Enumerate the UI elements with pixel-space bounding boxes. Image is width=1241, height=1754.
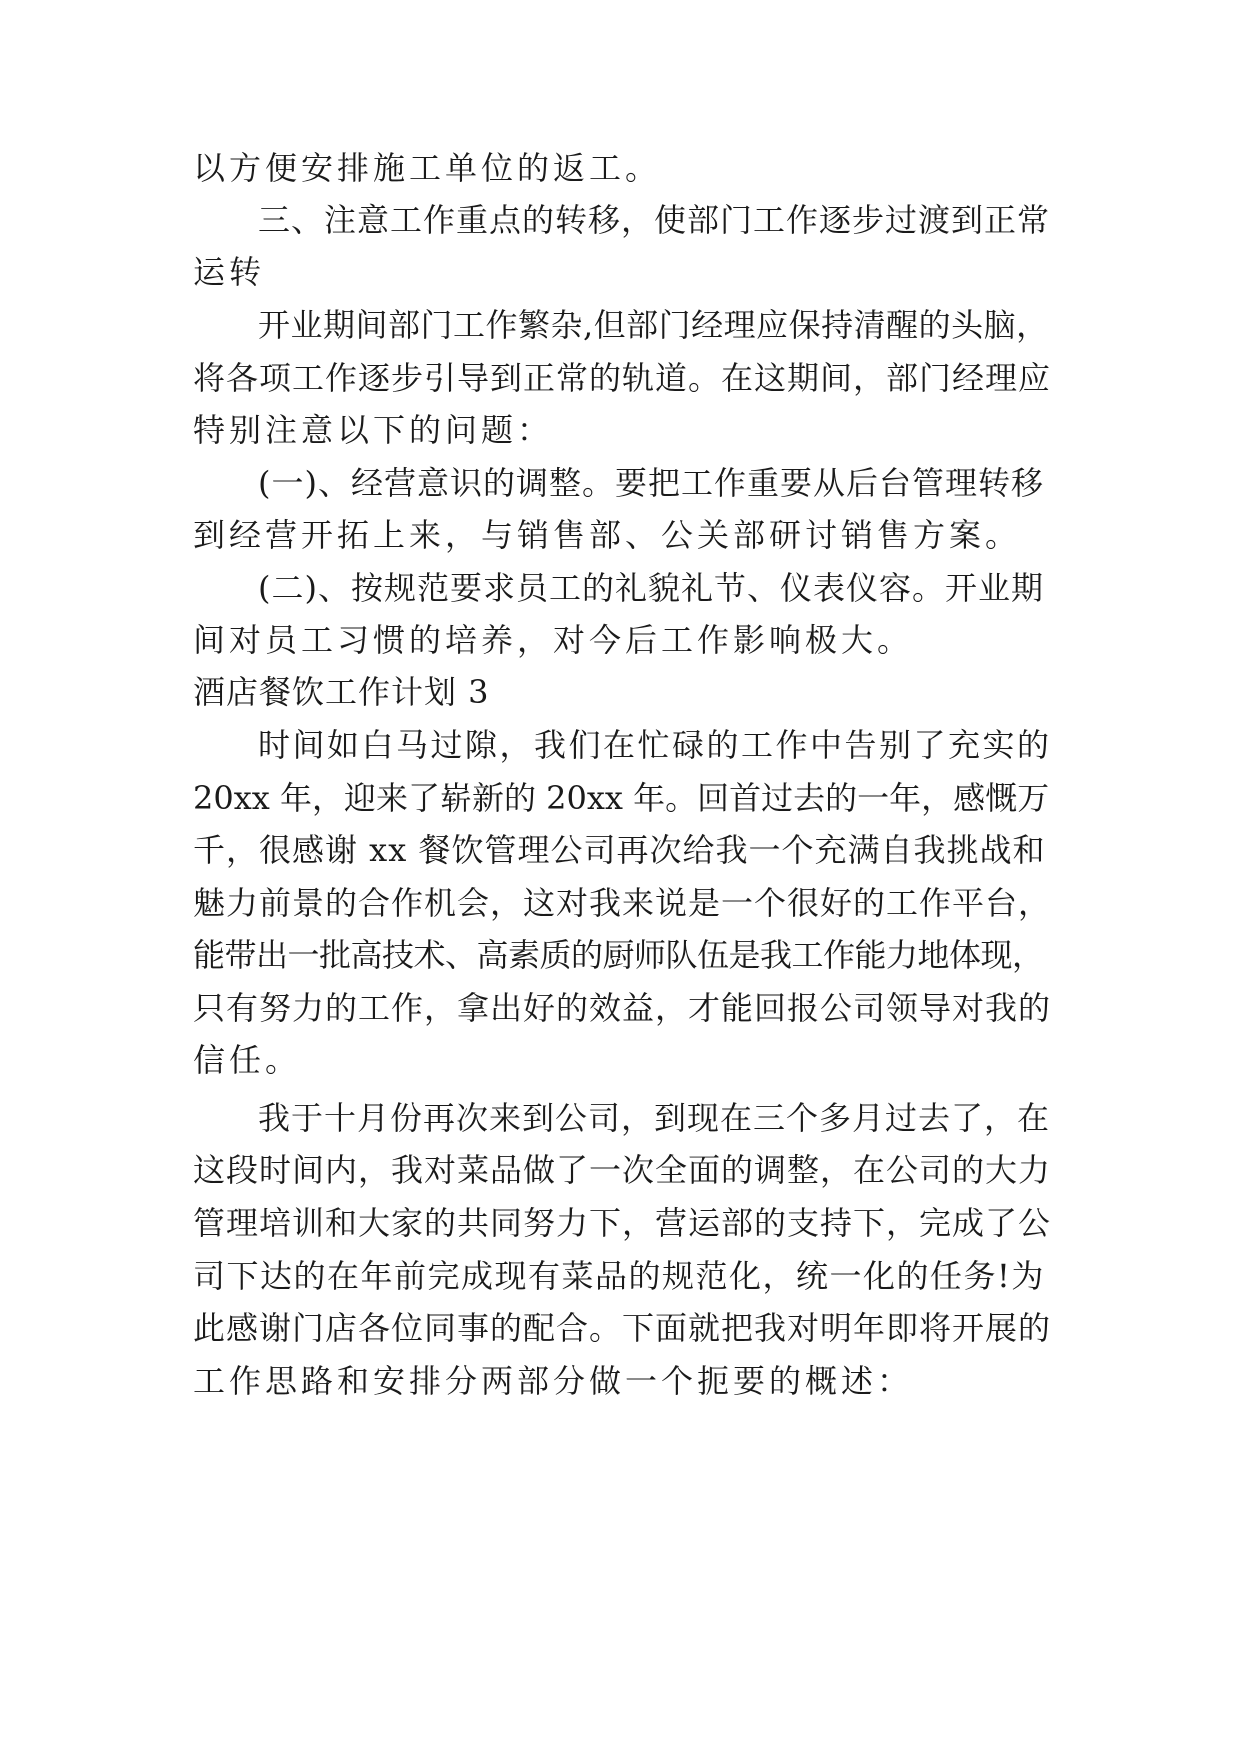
text-line: 这段时间内，我对菜品做了一次全面的调整，在公司的大力 bbox=[193, 1151, 1052, 1189]
text-line: 千，很感谢 xx 餐饮管理公司再次给我一个充满自我挑战和 bbox=[193, 831, 1046, 869]
text-line: 司下达的在年前完成现有菜品的规范化，统一化的任务!为 bbox=[193, 1257, 1045, 1295]
text-line: 信任。 bbox=[193, 1041, 302, 1079]
text-line: 只有努力的工作，拿出好的效益，才能回报公司领导对我的 bbox=[193, 989, 1052, 1027]
list-item-line: 到经营开拓上来，与销售部、公关部研讨销售方案。 bbox=[193, 516, 1022, 554]
text-line: 我于十月份再次来到公司，到现在三个多月过去了，在 bbox=[258, 1099, 1051, 1137]
section-heading-line: 三、注意工作重点的转移，使部门工作逐步过渡到正常 bbox=[258, 201, 1051, 239]
text-line: 20xx 年，迎来了崭新的 20xx 年。回首过去的一年，感慨万 bbox=[193, 779, 1050, 817]
document-title: 酒店餐饮工作计划 3 bbox=[193, 673, 490, 711]
list-item-line: 间对员工习惯的培养，对今后工作影响极大。 bbox=[193, 621, 914, 659]
list-item-line: (一)、经营意识的调整。要把工作重要从后台管理转移 bbox=[258, 464, 1044, 502]
text-line: 开业期间部门工作繁杂,但部门经理应保持清醒的头脑， bbox=[258, 306, 1049, 344]
text-line: 将各项工作逐步引导到正常的轨道。在这期间，部门经理应 bbox=[193, 359, 1052, 397]
text-line: 魅力前景的合作机会，这对我来说是一个很好的工作平台， bbox=[193, 884, 1052, 922]
text-line: 特别注意以下的问题： bbox=[193, 411, 554, 449]
text-line: 管理培训和大家的共同努力下，营运部的支持下，完成了公 bbox=[193, 1204, 1052, 1242]
text-line: 以方便安排施工单位的返工。 bbox=[193, 149, 662, 187]
text-line: 时间如白马过隙，我们在忙碌的工作中告别了充实的 bbox=[258, 726, 1052, 764]
text-line: 能带出一批高技术、高素质的厨师队伍是我工作能力地体现， bbox=[193, 936, 1044, 974]
section-heading-line: 运转 bbox=[193, 253, 266, 291]
list-item-line: (二)、按规范要求员工的礼貌礼节、仪表仪容。开业期 bbox=[258, 569, 1044, 607]
text-line: 工作思路和安排分两部分做一个扼要的概述： bbox=[193, 1362, 914, 1400]
text-line: 此感谢门店各位同事的配合。下面就把我对明年即将开展的 bbox=[193, 1309, 1052, 1347]
